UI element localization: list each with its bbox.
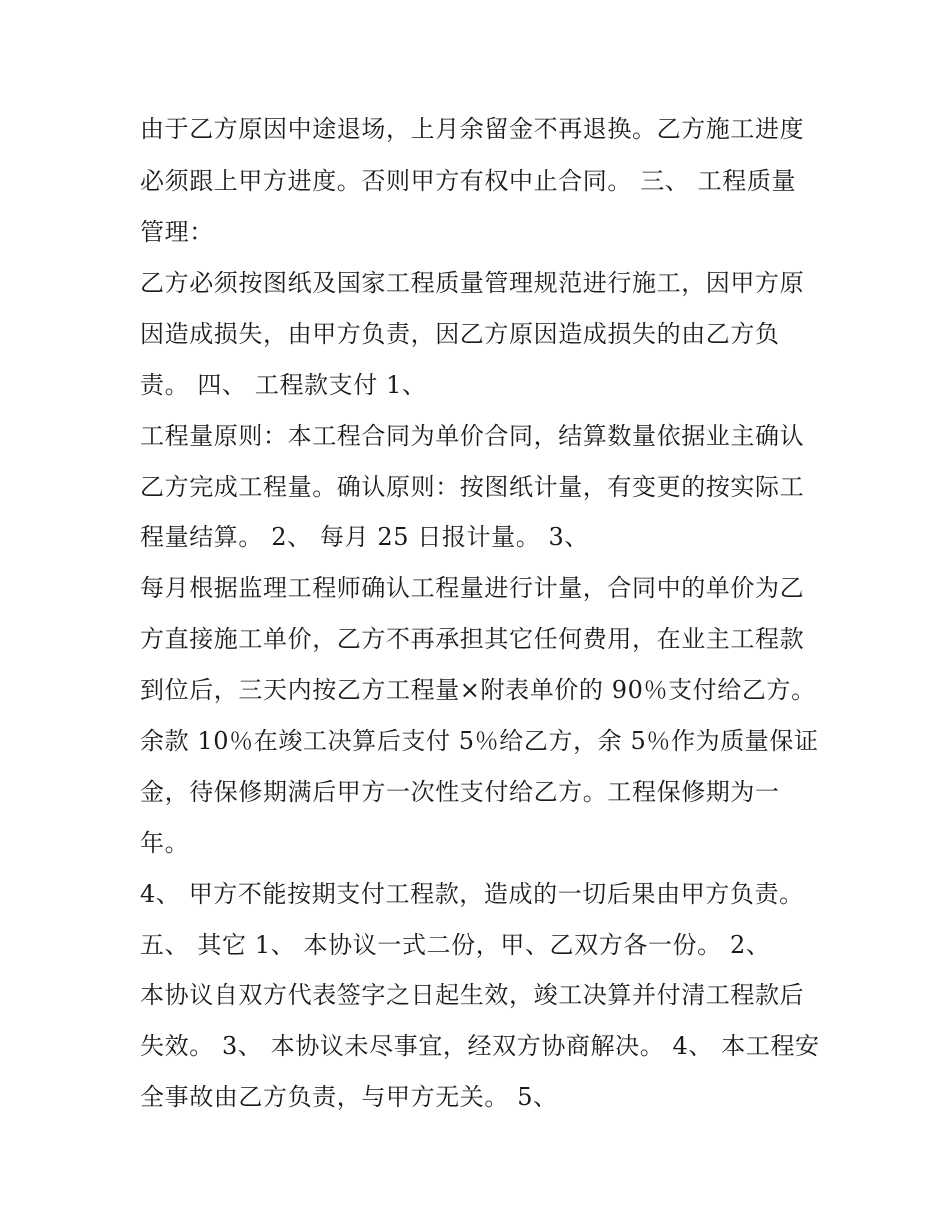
text-line: 余款 10％在竣工决算后支付 5％给乙方，余 5％作为质量保证 bbox=[140, 727, 819, 755]
text-line: 因造成损失，由甲方负责，因乙方原因造成损失的由乙方负 bbox=[140, 320, 780, 348]
text-line: 4、 甲方不能按期支付工程款，造成的一切后果由甲方负责。 bbox=[140, 880, 804, 908]
text-line: 乙方完成工程量。确认原则：按图纸计量，有变更的按实际工 bbox=[140, 473, 805, 501]
text-line: 管理： bbox=[140, 218, 214, 246]
text-line: 全事故由乙方负责，与甲方无关。 5、 bbox=[140, 1083, 558, 1111]
text-line: 责。 四、 工程款支付 1、 bbox=[140, 371, 427, 399]
text-line: 程量结算。 2、 每月 25 日报计量。 3、 bbox=[140, 523, 590, 551]
text-line: 方直接施工单价，乙方不再承担其它任何费用，在业主工程款 bbox=[140, 625, 805, 653]
text-line: 五、 其它 1、 本协议一式二份，甲、乙双方各一份。 2、 bbox=[140, 931, 771, 959]
text-line: 金，待保修期满后甲方一次性支付给乙方。工程保修期为一 bbox=[140, 778, 780, 806]
text-line: 本协议自双方代表签字之日起生效，竣工决算并付清工程款后 bbox=[140, 981, 805, 1009]
text-line: 年。 bbox=[140, 829, 190, 857]
text-line: 到位后，三天内按乙方工程量×附表单价的 90％支付给乙方。 bbox=[140, 676, 816, 704]
text-line: 工程量原则：本工程合同为单价合同，结算数量依据业主确认 bbox=[140, 422, 805, 450]
text-line: 必须跟上甲方进度。否则甲方有权中止合同。 三、 工程质量 bbox=[140, 167, 797, 195]
text-line: 由于乙方原因中途退场，上月余留金不再退换。乙方施工进度 bbox=[140, 115, 805, 143]
text-line: 失效。 3、 本协议未尽事宜，经双方协商解决。 4、 本工程安 bbox=[140, 1032, 820, 1060]
text-line: 每月根据监理工程师确认工程量进行计量，合同中的单价为乙 bbox=[140, 574, 805, 602]
text-line: 乙方必须按图纸及国家工程质量管理规范进行施工，因甲方原 bbox=[140, 269, 805, 297]
